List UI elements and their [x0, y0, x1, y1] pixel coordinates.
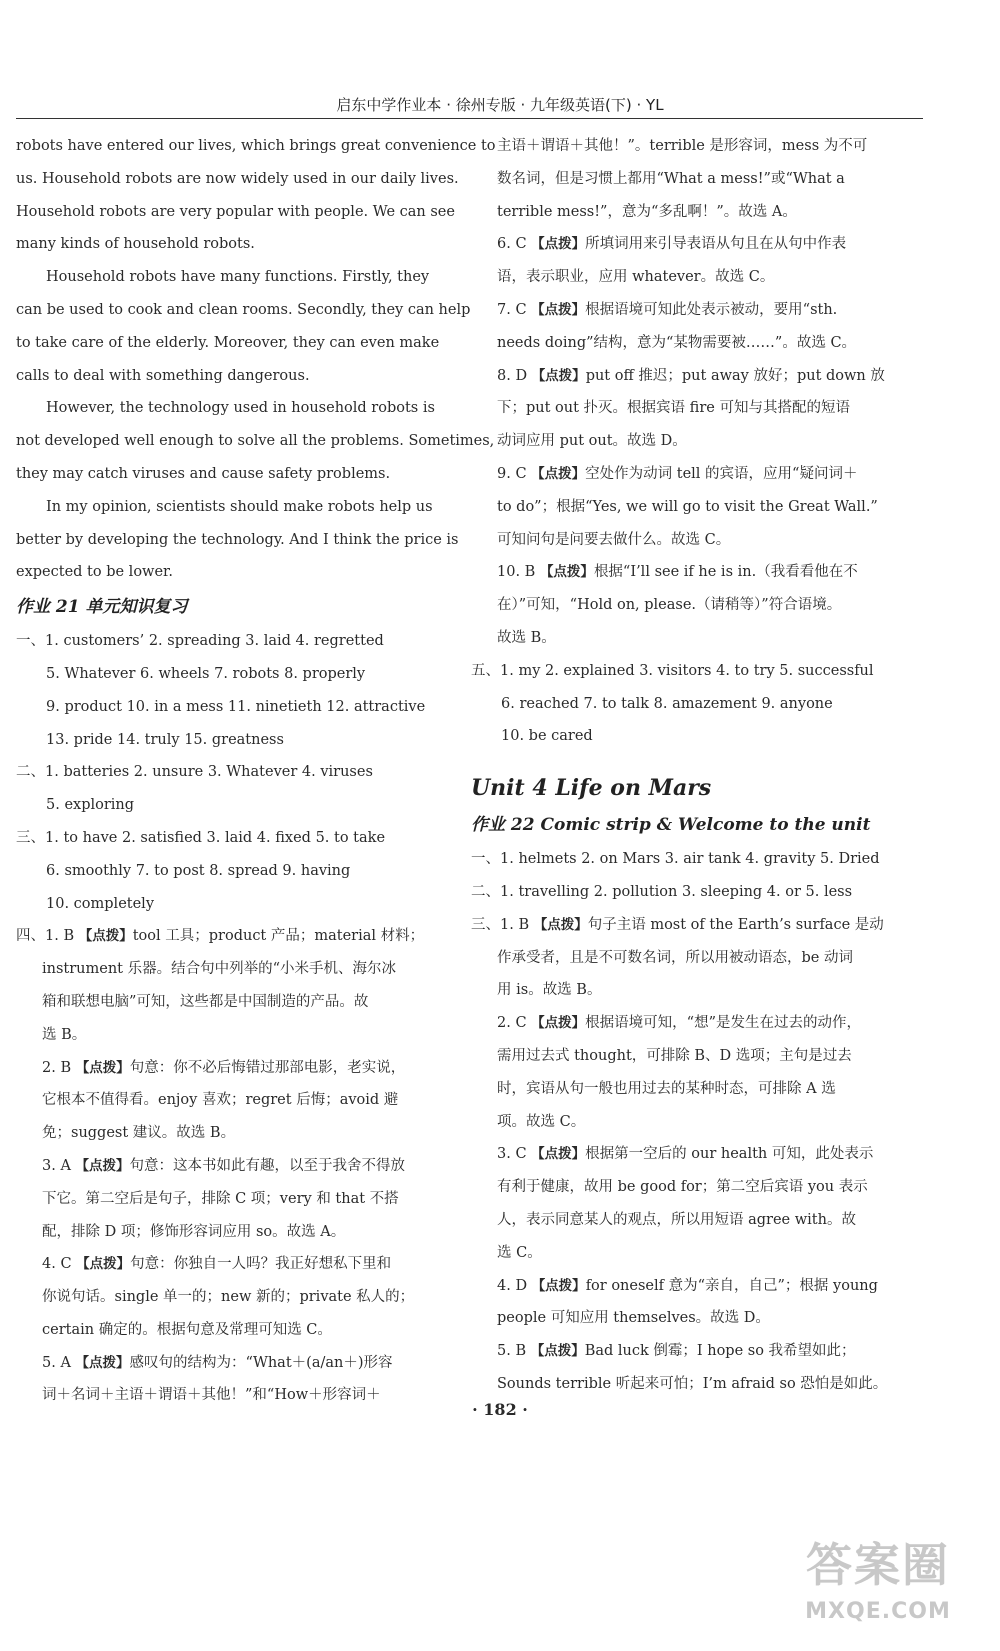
explanation-line	[16, 1314, 421, 1347]
explanation-text: 句意：你独自一人吗？我正好想私下里和	[130, 1256, 392, 1273]
header-rule	[16, 118, 923, 119]
hint-tag: 【点拨】	[531, 1015, 586, 1032]
explanation-text: 项。故选 C。	[497, 1113, 586, 1130]
question-number: 2. C	[497, 1015, 532, 1032]
hint-tag: 【点拨】	[533, 916, 588, 933]
explanation-line	[16, 1117, 421, 1150]
explanation-item	[16, 920, 425, 953]
explanation-text: 在）”可知，“Hold on, please.（请稍等）”符合语境。	[497, 597, 842, 614]
question-number: 9. C	[497, 465, 532, 482]
text-line: they may catch viruses and cause safety problems.	[16, 465, 391, 482]
page-number: · 182 ·	[472, 1400, 528, 1419]
explanation-line	[471, 130, 926, 163]
explanation-item	[471, 1007, 926, 1040]
explanation-line	[16, 986, 421, 1019]
text-line: 9. product 10. in a mess 11. ninetieth 12. attractive	[46, 698, 426, 715]
text-line: not developed well enough to solve all the problems. Sometimes,	[16, 433, 495, 450]
question-number: 四、1. B	[16, 928, 79, 945]
explanation-text: 语，表示职业，应用 whatever。故选 C。	[497, 269, 775, 286]
text-line: robots have entered our lives, which brings great convenience to	[16, 138, 496, 154]
explanation-text: 句意：这本书如此有趣，以至于我舍不得放	[129, 1157, 406, 1174]
explanation-text: 句子主语 most of the Earth’s surface 是动	[587, 916, 884, 933]
explanation-line	[471, 524, 926, 557]
question-number: 8. D	[497, 367, 532, 384]
explanation-text: needs doing”结构，意为“某物需要被……”。故选 C。	[497, 334, 857, 351]
explanation-text: to do”；根据“Yes, we will go to visit the Great Wall.”	[497, 498, 878, 515]
hint-tag: 【点拨】	[531, 367, 586, 384]
explanation-line	[16, 1183, 421, 1216]
text-line: expected to be lower.	[16, 564, 173, 581]
explanation-text: 故选 B。	[497, 629, 556, 646]
text-line: 二、1. batteries 2. unsure 3. Whatever 4. viruses	[16, 764, 373, 781]
explanation-line	[16, 1084, 421, 1117]
explanations-21-cont	[471, 130, 926, 655]
explanation-line	[16, 1019, 421, 1052]
question-number: 5. B	[497, 1343, 531, 1360]
answers-22	[471, 843, 926, 909]
explanation-line	[471, 1237, 926, 1270]
explanation-line	[471, 1368, 926, 1401]
explanation-text: 动词应用 put out。故选 D。	[497, 433, 687, 450]
answers-21-part5	[471, 655, 926, 753]
explanation-line	[471, 425, 926, 458]
explanation-item	[16, 1052, 421, 1085]
explanation-item	[471, 294, 926, 327]
right-column	[471, 130, 926, 1401]
explanation-line	[471, 1302, 926, 1335]
explanation-text: certain 确定的。根据句意及常理可知选 C。	[42, 1321, 332, 1338]
explanations-22	[471, 909, 926, 1401]
question-number: 10. B	[497, 564, 540, 581]
explanation-text: 主语＋谓语＋其他！”。terrible 是形容词，mess 为不可	[497, 138, 868, 154]
question-number: 三、1. B	[471, 916, 534, 933]
hint-tag: 【点拨】	[531, 301, 586, 318]
explanation-line	[471, 1204, 926, 1237]
explanation-line	[471, 491, 926, 524]
watermark-logo: 答案圈	[806, 1538, 950, 1592]
explanation-line	[16, 1216, 421, 1249]
hint-tag: 【点拨】	[530, 1343, 585, 1360]
text-line: better by developing the technology. And I think the price is	[16, 531, 459, 548]
explanation-line	[471, 974, 926, 1007]
hint-tag: 【点拨】	[78, 928, 133, 945]
explanation-line	[471, 1040, 926, 1073]
explanation-text: 根据语境可知，“想”是发生在过去的动作，	[585, 1015, 861, 1032]
explanation-line	[16, 953, 421, 986]
section-title-22: 作业 22 Comic strip & Welcome to the unit	[471, 815, 871, 836]
text-line: Household robots have many functions. Firstly, they	[46, 269, 430, 286]
watermark	[778, 1533, 978, 1643]
question-number: 6. C	[497, 236, 532, 253]
explanation-text: 根据语境可知此处表示被动，要用“sth.	[585, 301, 838, 318]
explanation-item	[471, 1335, 926, 1368]
text-line: 6. reached 7. to talk 8. amazement 9. anyone	[501, 695, 833, 712]
explanation-line	[471, 1106, 926, 1139]
explanation-text: instrument 乐器。结合句中列举的“小米手机、海尔冰	[42, 961, 397, 978]
explanations-21	[16, 920, 425, 1412]
text-line: 13. pride 14. truly 15. greatness	[46, 731, 284, 748]
text-line: 二、1. travelling 2. pollution 3. sleeping 4. or 5. less	[471, 883, 853, 900]
explanation-text: 选 C。	[497, 1244, 542, 1261]
hint-tag: 【点拨】	[75, 1157, 130, 1174]
explanation-text: 所填词用来引导表语从句且在从句中作表	[585, 236, 847, 253]
explanation-line	[471, 942, 926, 975]
explanation-text: 箱和联想电脑”可知，这些都是中国制造的产品。故	[42, 993, 369, 1010]
explanation-item	[471, 1270, 926, 1303]
hint-tag: 【点拨】	[531, 236, 586, 253]
explanation-text: 人，表示同意某人的观点，所以用短语 agree with。故	[497, 1211, 856, 1228]
explanation-text: people 可知应用 themselves。故选 D。	[497, 1310, 770, 1327]
explanation-text: 句意：你不必后悔错过那部电影，老实说，	[129, 1059, 406, 1076]
hint-tag: 【点拨】	[531, 465, 586, 482]
explanation-text: 可知问句是问要去做什么。故选 C。	[497, 531, 731, 548]
explanation-text: put off 推迟；put away 放好；put down 放	[585, 367, 885, 384]
explanation-text: for oneself 意为“亲自，自己”；根据 young	[585, 1277, 878, 1294]
explanation-line	[471, 196, 926, 229]
explanation-line	[471, 327, 926, 360]
explanation-line	[471, 622, 926, 655]
text-line: 10. completely	[46, 895, 155, 912]
explanation-item	[16, 1248, 421, 1281]
essay	[16, 130, 496, 589]
explanation-text: 作承受者，且是不可数名词，所以用被动语态，be 动词	[497, 949, 853, 966]
explanation-text: 下它。第二空后是句子，排除 C 项；very 和 that 不搭	[42, 1190, 399, 1207]
explanation-line	[471, 163, 926, 196]
explanation-line	[471, 1073, 926, 1106]
explanation-text: 免；suggest 建议。故选 B。	[42, 1125, 236, 1142]
hint-tag: 【点拨】	[76, 1256, 131, 1273]
explanation-text: 它根本不值得看。enjoy 喜欢；regret 后悔；avoid 避	[42, 1092, 399, 1109]
text-line: 一、1. helmets 2. on Mars 3. air tank 4. gravity 5. Dried	[471, 851, 880, 868]
explanation-item	[471, 556, 926, 589]
hint-tag: 【点拨】	[75, 1059, 130, 1076]
unit-title: Unit 4 Life on Mars	[471, 775, 712, 802]
explanation-text: tool 工具；product 产品；material 材料；	[132, 928, 425, 945]
answers-21	[16, 625, 426, 920]
text-line: can be used to cook and clean rooms. Secondly, they can help	[16, 301, 471, 318]
explanation-item	[471, 909, 926, 942]
text-line: to take care of the elderly. Moreover, they can even make	[16, 334, 440, 351]
explanation-item	[471, 458, 926, 491]
explanation-item	[471, 228, 926, 261]
explanation-line	[471, 261, 926, 294]
question-number: 4. C	[42, 1256, 77, 1273]
explanation-text: 选 B。	[42, 1026, 87, 1043]
explanation-text: 时，宾语从句一般也用过去的某种时态，可排除 A 选	[497, 1080, 836, 1097]
explanation-item	[16, 1347, 421, 1380]
running-header: 启东中学作业本 · 徐州专版 · 九年级英语(下) · YL	[336, 96, 664, 114]
hint-tag: 【点拨】	[531, 1277, 586, 1294]
explanation-text: 感叹句的结构为：“What＋(a/an＋)形容	[129, 1354, 393, 1371]
text-line: 5. Whatever 6. wheels 7. robots 8. properly	[46, 665, 366, 682]
text-line: Household robots are very popular with people. We can see	[16, 203, 455, 220]
question-number: 3. C	[497, 1146, 532, 1163]
explanation-line	[471, 392, 926, 425]
explanation-text: 下；put out 扑灭。根据宾语 fire 可知与其搭配的短语	[497, 400, 850, 417]
hint-tag: 【点拨】	[531, 1146, 586, 1163]
explanation-text: 有利于健康，故用 be good for；第二空后宾语 you 表示	[497, 1179, 868, 1196]
text-line: us. Household robots are now widely used in our daily lives.	[16, 170, 459, 187]
left-column	[16, 130, 496, 1412]
text-line: 6. smoothly 7. to post 8. spread 9. having	[46, 862, 351, 879]
question-number: 4. D	[497, 1277, 532, 1294]
question-number: 7. C	[497, 301, 532, 318]
text-line: 5. exploring	[46, 797, 135, 814]
text-line: However, the technology used in household robots is	[46, 400, 435, 417]
text-line: In my opinion, scientists should make robots help us	[46, 498, 433, 515]
question-number: 5. A	[42, 1354, 76, 1371]
explanation-text: 空处作为动词 tell 的宾语，应用“疑问词＋	[585, 465, 858, 482]
explanation-text: Sounds terrible 听起来可怕；I’m afraid so 恐怕是如此。	[497, 1375, 888, 1392]
text-line: 10. be cared	[501, 728, 593, 745]
hint-tag: 【点拨】	[539, 564, 594, 581]
explanation-text: 根据第一空后的 our health 可知，此处表示	[585, 1146, 874, 1163]
explanation-text: Bad luck 倒霉；I hope so 我希望如此；	[584, 1343, 856, 1360]
explanation-item	[471, 1138, 926, 1171]
question-number: 2. B	[42, 1059, 76, 1076]
explanation-text: 数名词，但是习惯上都用“What a mess!”或“What a	[497, 170, 845, 187]
text-line: 五、1. my 2. explained 3. visitors 4. to try 5. successful	[471, 662, 874, 679]
explanation-text: 根据“I’ll see if he is in.（我看看他在不	[593, 564, 858, 581]
explanation-text: 需用过去式 thought，可排除 B、D 选项；主句是过去	[497, 1047, 852, 1064]
explanation-line	[471, 589, 926, 622]
explanation-text: 你说句话。single 单一的；new 新的；private 私人的；	[42, 1289, 415, 1306]
text-line: calls to deal with something dangerous.	[16, 367, 310, 384]
hint-tag: 【点拨】	[75, 1354, 130, 1371]
explanation-item	[16, 1150, 421, 1183]
section-title-21: 作业 21 单元知识复习	[16, 597, 188, 618]
text-line: 一、1. customers’ 2. spreading 3. laid 4. regretted	[16, 633, 384, 650]
watermark-site: MXQE.COM	[805, 1599, 951, 1624]
explanation-text: 用 is。故选 B。	[497, 982, 602, 999]
explanation-line	[16, 1281, 421, 1314]
explanation-line	[471, 1171, 926, 1204]
explanation-text: terrible mess!”，意为“多乱啊！”。故选 A。	[497, 203, 797, 220]
question-number: 3. A	[42, 1157, 76, 1174]
explanation-item	[471, 360, 926, 393]
explanation-text: 配，排除 D 项；修饰形容词应用 so。故选 A。	[42, 1223, 346, 1240]
text-line: 三、1. to have 2. satisfied 3. laid 4. fixed 5. to take	[16, 829, 386, 846]
text-line: many kinds of household robots.	[16, 236, 255, 253]
explanation-text: 词＋名词＋主语＋谓语＋其他！”和“How＋形容词＋	[42, 1387, 381, 1404]
